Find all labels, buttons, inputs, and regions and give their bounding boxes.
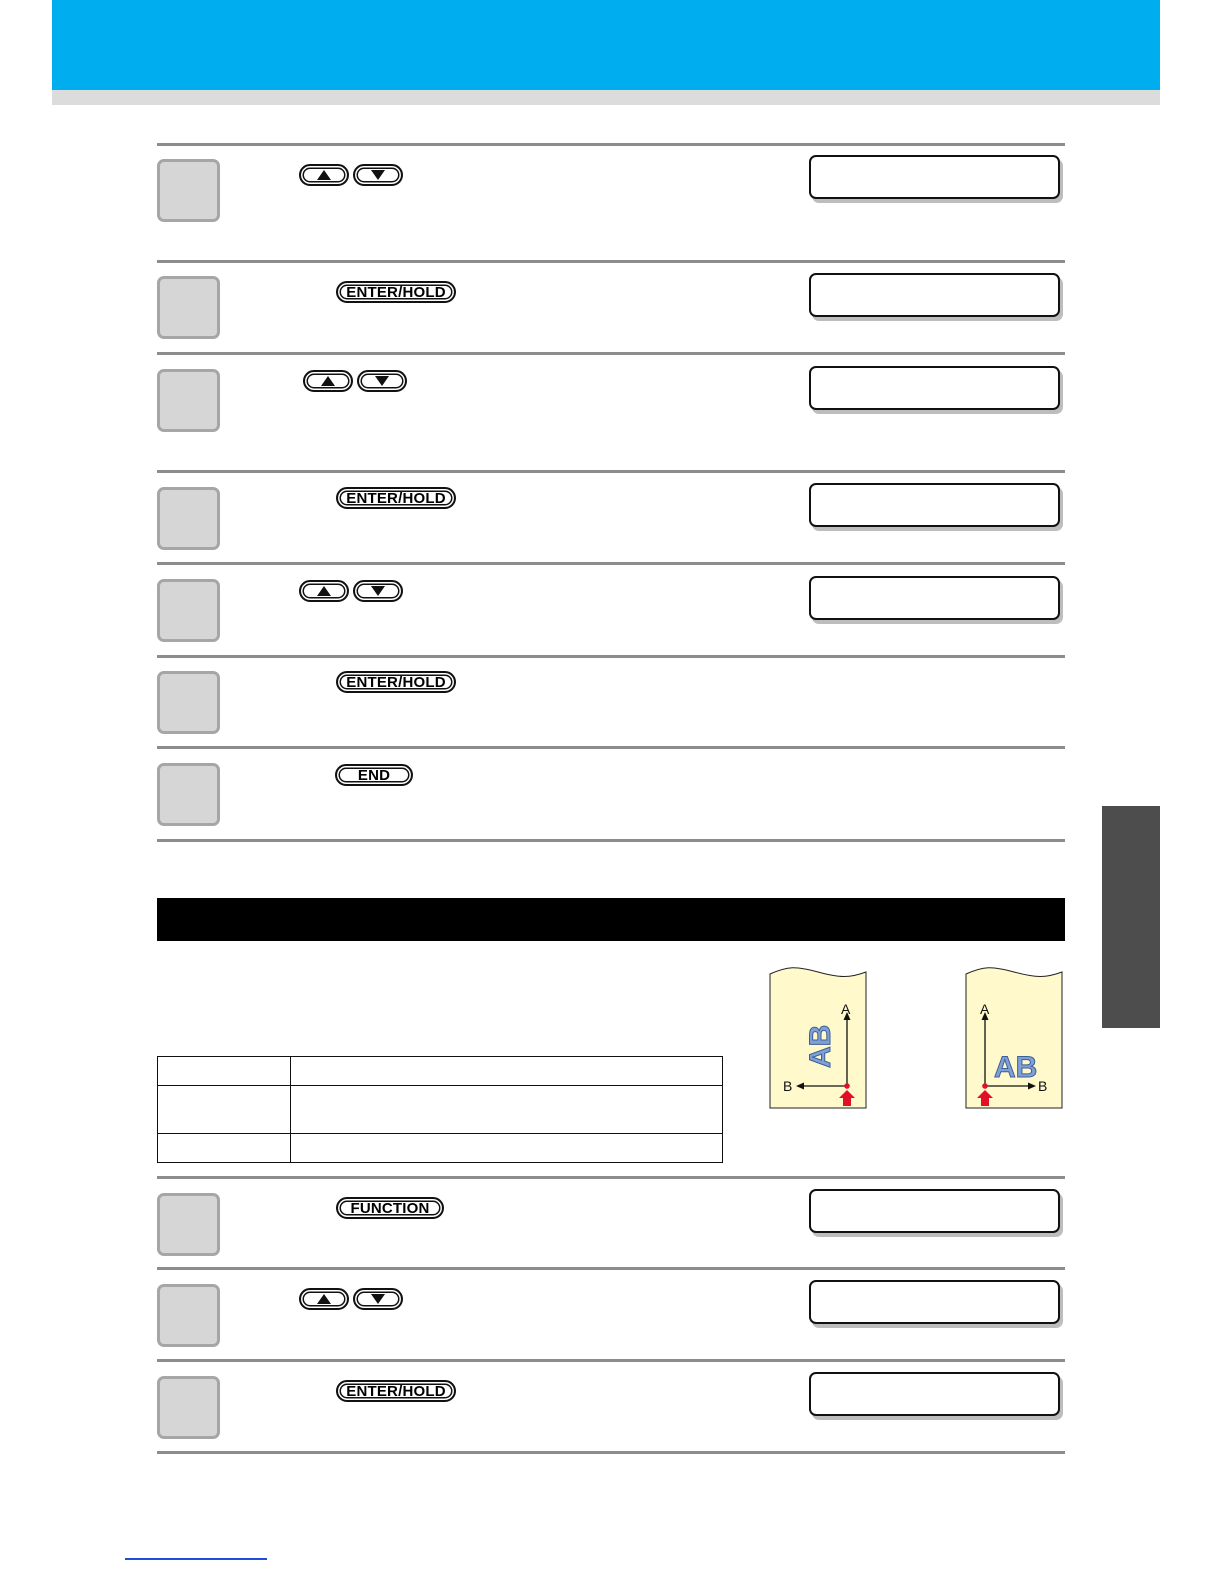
step-number-box: [157, 159, 220, 222]
step-number-box: [157, 369, 220, 432]
lcd-display: [809, 1189, 1060, 1233]
divider: [157, 1176, 1065, 1179]
lcd-display: [809, 1372, 1060, 1416]
up-key[interactable]: [303, 370, 353, 392]
divider: [157, 655, 1065, 658]
ab-text-rotated: [804, 1025, 837, 1068]
up-key[interactable]: [299, 164, 349, 186]
table-row: [158, 1086, 723, 1134]
down-key[interactable]: [353, 164, 403, 186]
footer-link-underline[interactable]: [125, 1558, 267, 1560]
step-number-box: [157, 579, 220, 642]
up-arrow-icon: [321, 376, 335, 386]
origin-diagram-normal: [962, 966, 1066, 1112]
enter-hold-key[interactable]: ENTER/HOLD: [336, 671, 456, 693]
down-arrow-icon: [375, 376, 389, 386]
svg-text:A: A: [980, 1001, 990, 1017]
step-number-box: [157, 1193, 220, 1256]
divider: [157, 839, 1065, 842]
end-key[interactable]: END: [335, 764, 413, 786]
table-row: [158, 1134, 723, 1163]
divider: [157, 260, 1065, 263]
up-key[interactable]: [299, 580, 349, 602]
down-key[interactable]: [353, 1288, 403, 1310]
origin-diagram-rotated: [766, 966, 870, 1112]
down-arrow-icon: [371, 586, 385, 596]
svg-text:AB: AB: [804, 1024, 837, 1068]
divider: [157, 1359, 1065, 1362]
enter-hold-key[interactable]: ENTER/HOLD: [336, 487, 456, 509]
lcd-display: [809, 483, 1060, 527]
divider: [157, 352, 1065, 355]
down-arrow-icon: [371, 170, 385, 180]
down-arrow-icon: [371, 1294, 385, 1304]
lcd-display: [809, 1280, 1060, 1324]
function-key[interactable]: FUNCTION: [336, 1197, 444, 1219]
step-number-box: [157, 671, 220, 734]
divider: [157, 1451, 1065, 1454]
up-arrow-icon: [317, 1294, 331, 1304]
lcd-display: [809, 273, 1060, 317]
divider: [157, 143, 1065, 146]
up-arrow-icon: [317, 586, 331, 596]
origin-point: [982, 1083, 988, 1089]
chapter-side-tab: [1102, 806, 1160, 1028]
step-number-box: [157, 1284, 220, 1347]
origin-point: [844, 1083, 850, 1089]
table-row: [158, 1057, 723, 1086]
down-key[interactable]: [357, 370, 407, 392]
lcd-display: [809, 576, 1060, 620]
step-number-box: [157, 1376, 220, 1439]
header-bar: [52, 0, 1160, 90]
step-number-box: [157, 276, 220, 339]
down-key[interactable]: [353, 580, 403, 602]
divider: [157, 562, 1065, 565]
enter-hold-key[interactable]: ENTER/HOLD: [336, 1380, 456, 1402]
svg-text:B: B: [1038, 1078, 1048, 1094]
paper-sheet: [966, 968, 1062, 1108]
step-number-box: [157, 487, 220, 550]
svg-text:AB: AB: [994, 1051, 1038, 1084]
lcd-display: [809, 366, 1060, 410]
step-number-box: [157, 763, 220, 826]
svg-text:A: A: [841, 1001, 851, 1017]
divider: [157, 470, 1065, 473]
settings-table: [157, 1056, 723, 1163]
divider: [157, 1267, 1065, 1270]
svg-text:B: B: [783, 1078, 793, 1094]
section-title-bar: [157, 898, 1065, 941]
divider: [157, 746, 1065, 749]
lcd-display: [809, 155, 1060, 199]
enter-hold-key[interactable]: ENTER/HOLD: [336, 281, 456, 303]
up-arrow-icon: [317, 170, 331, 180]
up-key[interactable]: [299, 1288, 349, 1310]
header-shadow: [52, 90, 1160, 105]
